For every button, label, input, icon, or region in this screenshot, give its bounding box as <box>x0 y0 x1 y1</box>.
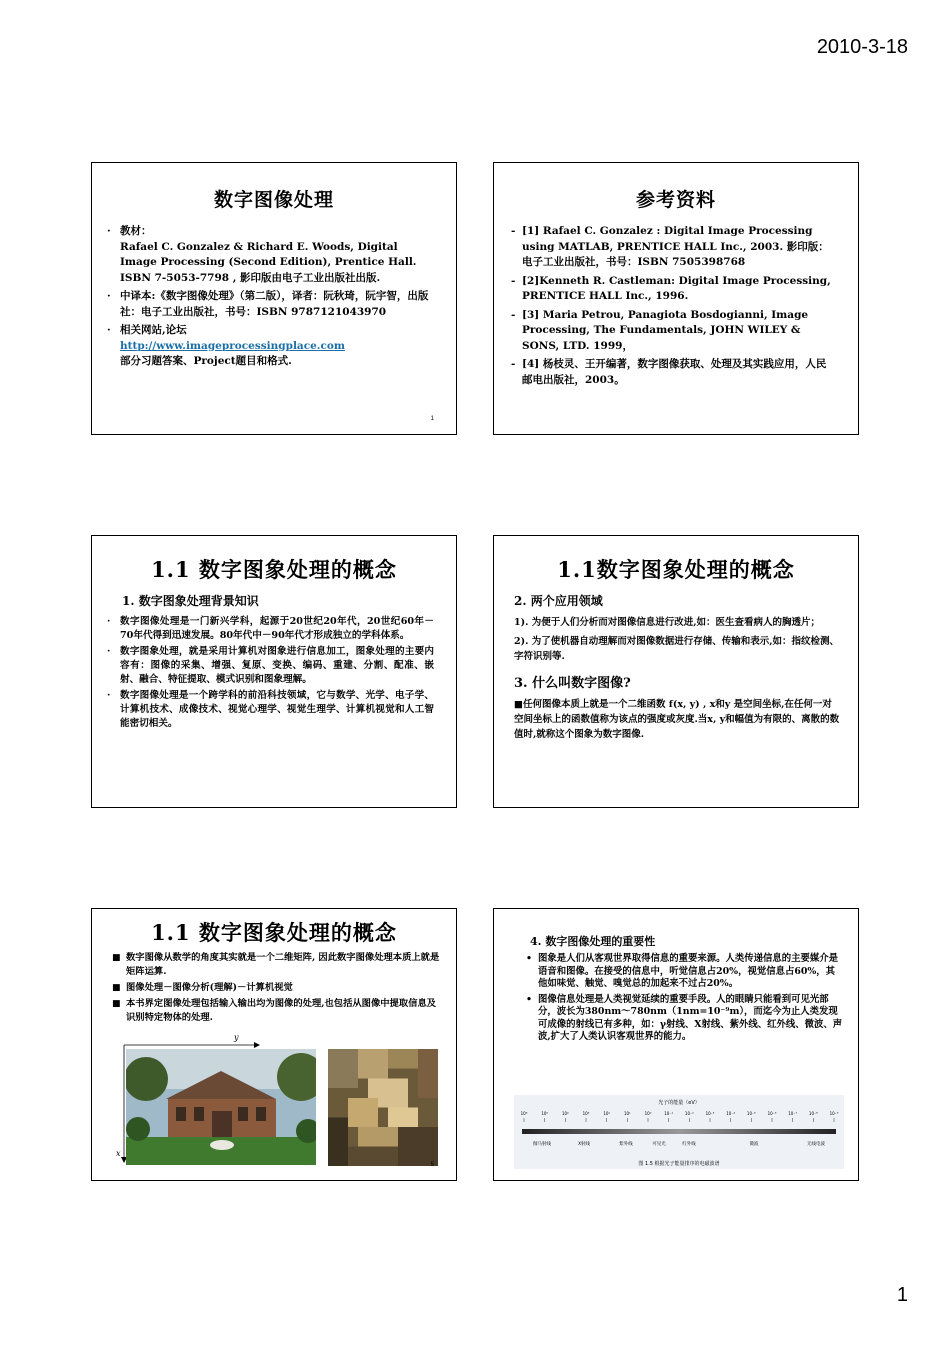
reference-list <box>494 224 858 388</box>
spectrum-band-label: 微波 <box>749 1142 759 1147</box>
bullet-list <box>92 224 456 370</box>
spectrum-tick-label: 10⁻¹ <box>664 1111 674 1116</box>
slide-6 <box>493 908 859 1181</box>
website-label: · 相关网站,论坛 <box>120 324 187 336</box>
spectrum-tick-label: 10⁻⁶ <box>767 1111 777 1116</box>
list-item <box>120 323 434 370</box>
list-item: • 图像信息处理是人类视觉延续的重要手段。人的眼睛只能看到可见光部分，波长为380nm～780nm（1nm=10⁻⁹m），而迄今为止人类发现可成像的射线已有多种，如：γ射线、X射线、紫外线、红外线、微波、声波,扩大了人类认识客观世界的能力。 <box>538 994 844 1044</box>
spectrum-tick-label: 10⁶ <box>520 1111 528 1116</box>
website-link[interactable]: http://www.imageprocessingplace.com <box>120 339 345 352</box>
spectrum-caption: 图 1.5 根据光子能量排序的电磁波谱 <box>638 1161 720 1167</box>
slide-4 <box>493 535 859 808</box>
spectrum-band-label: 可见光 <box>652 1142 666 1147</box>
reference-item: - [1] Rafael C. Gonzalez : Digital Image Processing using MATLAB, PRENTICE HALL Inc., 2003. 影印版：电子工业出版社，书号：ISBN 7505398768 <box>522 224 836 271</box>
electromagnetic-spectrum-figure <box>514 1095 844 1169</box>
section-heading: 1. 数字图象处理背景知识 <box>122 594 259 608</box>
spectrum-tick-label: 10⁻⁴ <box>726 1111 736 1116</box>
list-item: · 数字图像处理是一个跨学科的前沿科技领域，它与数学、光学、电子学、计算机技术、成像技术、视觉心理学、视觉生理学、计算机视觉和人工智能密切相关。 <box>120 689 434 731</box>
spectrum-tick-label: 10³ <box>582 1111 590 1116</box>
document-date: 2010-3-18 <box>816 36 908 58</box>
website-note: 部分习题答案、Project题目和格式. <box>120 355 292 367</box>
paragraph: ■任何图像本质上就是一个二维函数 f(x, y) , x和y 是空间坐标,在任何一对空间坐标上的函数值称为该点的强度或灰度.当x, y和幅值为有限的、离散的数值时,就称这个图象为数字图像. <box>514 699 840 740</box>
list-item <box>120 224 434 286</box>
axis-x-label: x <box>116 1149 121 1158</box>
spectrum-tick-label: 10⁴ <box>561 1111 569 1116</box>
bullet-list <box>494 953 858 1044</box>
list-item: · 数字图象处理，就是采用计算机对图象进行信息加工，图象处理的主要内容有：图像的采集、增强、复原、变换、编码、重建、分割、配准、嵌射、融合、特征提取、模式识别和图象理解。 <box>120 645 434 687</box>
spectrum-tick-label: 10⁰ <box>644 1111 652 1116</box>
spectrum-tick-label: 10¹ <box>623 1111 631 1116</box>
spectrum-band-label: X射线 <box>577 1142 591 1147</box>
list-item: · 数字图像处理是一门新兴学科，起源于20世纪20年代，20世纪60年－70年代得到迅速发展。80年代中－90年代才形成独立的学科体系。 <box>120 615 434 643</box>
slide-title: 参考资料 <box>635 189 716 211</box>
spectrum-tick-label: 10² <box>603 1111 611 1116</box>
spectrum-tick-label: 10⁻² <box>684 1111 694 1116</box>
bullet-list <box>92 951 456 1025</box>
pixelated-image <box>328 1049 438 1166</box>
spectrum-diagram <box>514 1095 844 1169</box>
slide-title: 数字图像处理 <box>213 189 334 211</box>
spectrum-tick-label: 10⁻⁷ <box>788 1111 798 1116</box>
list-item: · 中译本:《数字图像处理》（第二版），译者：阮秋琦，阮宇智，出版社：电子工业出版社，书号：ISBN 9787121043970 <box>120 289 434 320</box>
reference-item: - [3] Maria Petrou, Panagiota Bosdogianni, Image Processing, The Fundamentals, JOHN WILEY & SONS, LTD. 1999， <box>522 308 836 355</box>
list-item: ■ 图像处理－图像分析(理解)－计算机视觉 <box>126 981 442 995</box>
spectrum-axis-label: 光子的能量（eV） <box>658 1100 700 1106</box>
list-item: ■ 本书界定图像处理包括输入输出均为图像的处理,也包括从图像中提取信息及识别特定物体的处理. <box>126 997 442 1025</box>
building-photo <box>126 1049 316 1165</box>
slide-title: 1.1 数字图象处理的概念 <box>151 920 397 945</box>
section-heading: 4. 数字图像处理的重要性 <box>530 935 656 948</box>
spectrum-tick-label: 10⁻⁸ <box>808 1111 818 1116</box>
section-heading: 3. 什么叫数字图像? <box>514 676 631 691</box>
section-heading: 2. 两个应用领域 <box>514 594 603 608</box>
slide-5 <box>91 908 457 1181</box>
list-item: ■ 数字图像从数学的角度其实就是一个二维矩阵, 因此数字图像处理本质上就是矩阵运算. <box>126 951 442 979</box>
slide-number: 1 <box>430 416 434 422</box>
spectrum-tick-label: 10⁻⁵ <box>746 1111 756 1116</box>
slide-title: 1.1数字图象处理的概念 <box>557 557 795 582</box>
slide-1 <box>91 162 457 435</box>
spectrum-band-label: 伽马射线 <box>533 1142 551 1147</box>
spectrum-tick-label: 10⁻⁹ <box>829 1111 839 1116</box>
spectrum-band-label: 无线电波 <box>807 1142 825 1147</box>
slide-number: 5 <box>430 1162 434 1168</box>
slide-2 <box>493 162 859 435</box>
paragraph: 1). 为便于人们分析而对图像信息进行改进,如：医生查看病人的胸透片； <box>514 617 821 628</box>
slide-title: 1.1 数字图象处理的概念 <box>151 557 397 582</box>
textbook-detail: Rafael C. Gonzalez & Richard E. Woods, Digital Image Processing (Second Edition), Prentice Hall. ISBN 7-5053-7798 , 影印版由电子工业出版社出版. <box>120 240 417 284</box>
paragraph: 2). 为了使机器自动理解而对图像数据进行存储、传输和表示,如：指纹检测、字符识别等. <box>514 636 840 662</box>
reference-item: - [2]Kenneth R. Castleman: Digital Image Processing, PRENTICE HALL Inc., 1996. <box>522 274 836 305</box>
textbook-label: · 教材： <box>120 225 152 237</box>
bullet-list <box>92 615 456 731</box>
spectrum-tick-label: 10⁵ <box>541 1111 549 1116</box>
spectrum-band-label: 红外线 <box>682 1142 696 1147</box>
slide-3 <box>91 535 457 808</box>
list-item: • 图象是人们从客观世界取得信息的重要来源。人类传递信息的主要媒介是语音和图像。在接受的信息中，听觉信息占20%，视觉信息占60%，其他如味觉、触觉、嗅觉总的加起来不过占20%。 <box>538 953 844 991</box>
spectrum-tick-label: 10⁻³ <box>705 1111 715 1116</box>
spectrum-band-label: 紫外线 <box>619 1142 633 1147</box>
axis-y-label: y <box>234 1033 239 1042</box>
reference-item: - [4] 杨枝灵、王开编著，数字图像获取、处理及其实践应用，人民邮电出版社，2003。 <box>522 357 836 388</box>
page-number: 1 <box>896 1284 908 1306</box>
